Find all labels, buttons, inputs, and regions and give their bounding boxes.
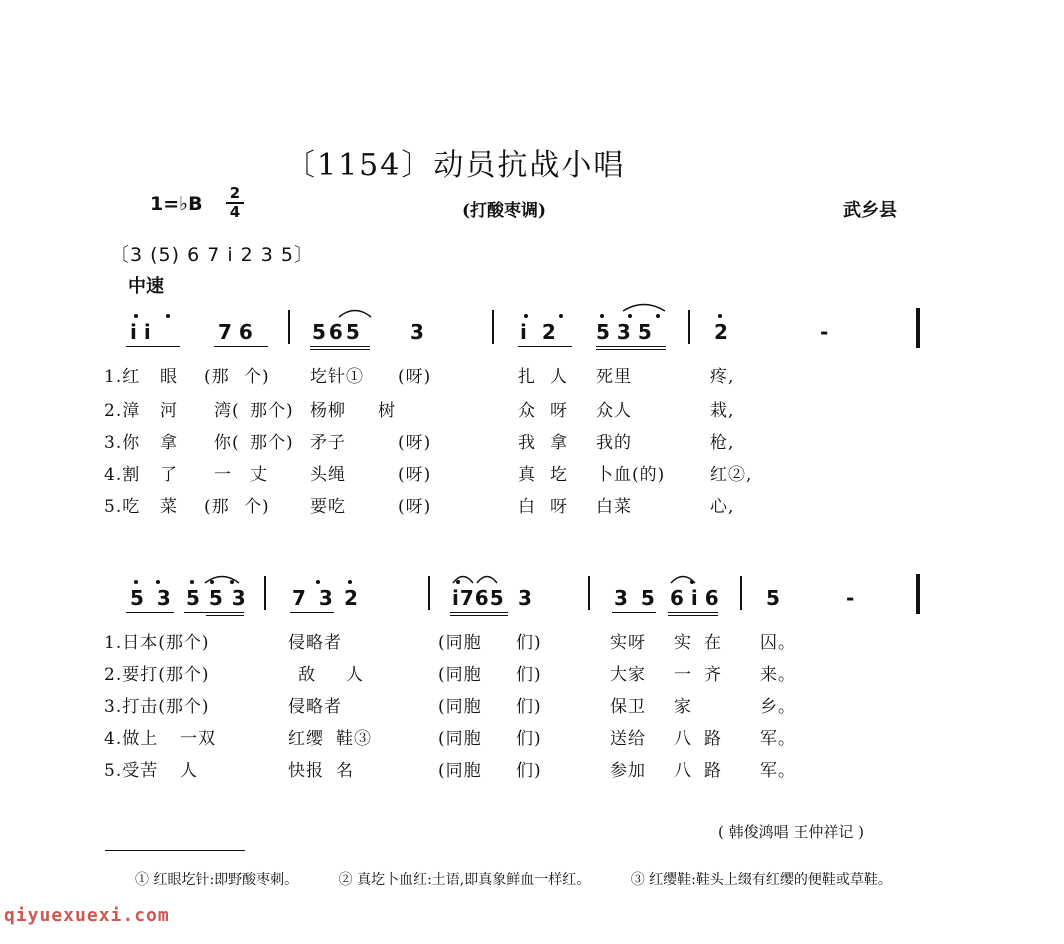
footnote-3: ③ 红缨鞋:鞋头上缀有红缨的便鞋或草鞋。 [630,872,892,888]
time-signature [226,186,244,220]
note-group: 535 [596,320,659,344]
end-bar-line [916,574,920,614]
note-group: 2 [714,320,728,344]
watermark: qiyuexuexi.com [4,905,170,926]
bar-line [428,576,430,610]
note-group: 7 3 [292,586,336,610]
footnote-divider [105,850,245,851]
region-label: 武乡县 [843,200,897,221]
bar-line [288,310,290,344]
note-group: 2 [344,586,358,610]
note-group: 5 [766,586,780,610]
note-group: 5 5 3 [186,586,247,610]
footnotes [105,868,935,892]
note-group: 6 i 6 [670,586,719,610]
note-group: 3 [410,320,424,344]
footnote-2: ② 真圪卜血红:土语,即真象鲜血一样红。 [338,872,591,888]
note-group: 7 6 [218,320,253,344]
note-group: - [846,586,855,610]
bar-line [492,310,494,344]
note-group: - [820,320,829,344]
end-bar-line [916,308,920,348]
bar-line [264,576,266,610]
note-group: i i [130,320,151,344]
note-group: i765 [452,586,505,610]
note-group: 5 3 [130,586,174,610]
prelude-notes: 〔3 (5) 6 7 i 2 3 5〕 [110,244,314,266]
bar-line [740,576,742,610]
note-group: 3 5 [614,586,658,610]
note-group: 3 [518,586,532,610]
meter-top: 2 [229,184,241,202]
note-group: 565 [312,320,363,344]
meter-bottom: 4 [229,203,241,221]
note-group: i 2 [520,320,560,344]
footnote-1: ① 红眼圪针:即野酸枣刺。 [135,872,299,888]
key-signature: 1=♭B [150,193,203,215]
bar-line [688,310,690,344]
bar-line [588,576,590,610]
page-title: 〔1154〕动员抗战小唱 [285,148,626,183]
credit-line: ( 韩俊鸿唱 王仲祥记 ) [718,823,865,841]
tempo-marking: 中速 [128,276,164,297]
tune-name: (打酸枣调) [462,201,547,221]
